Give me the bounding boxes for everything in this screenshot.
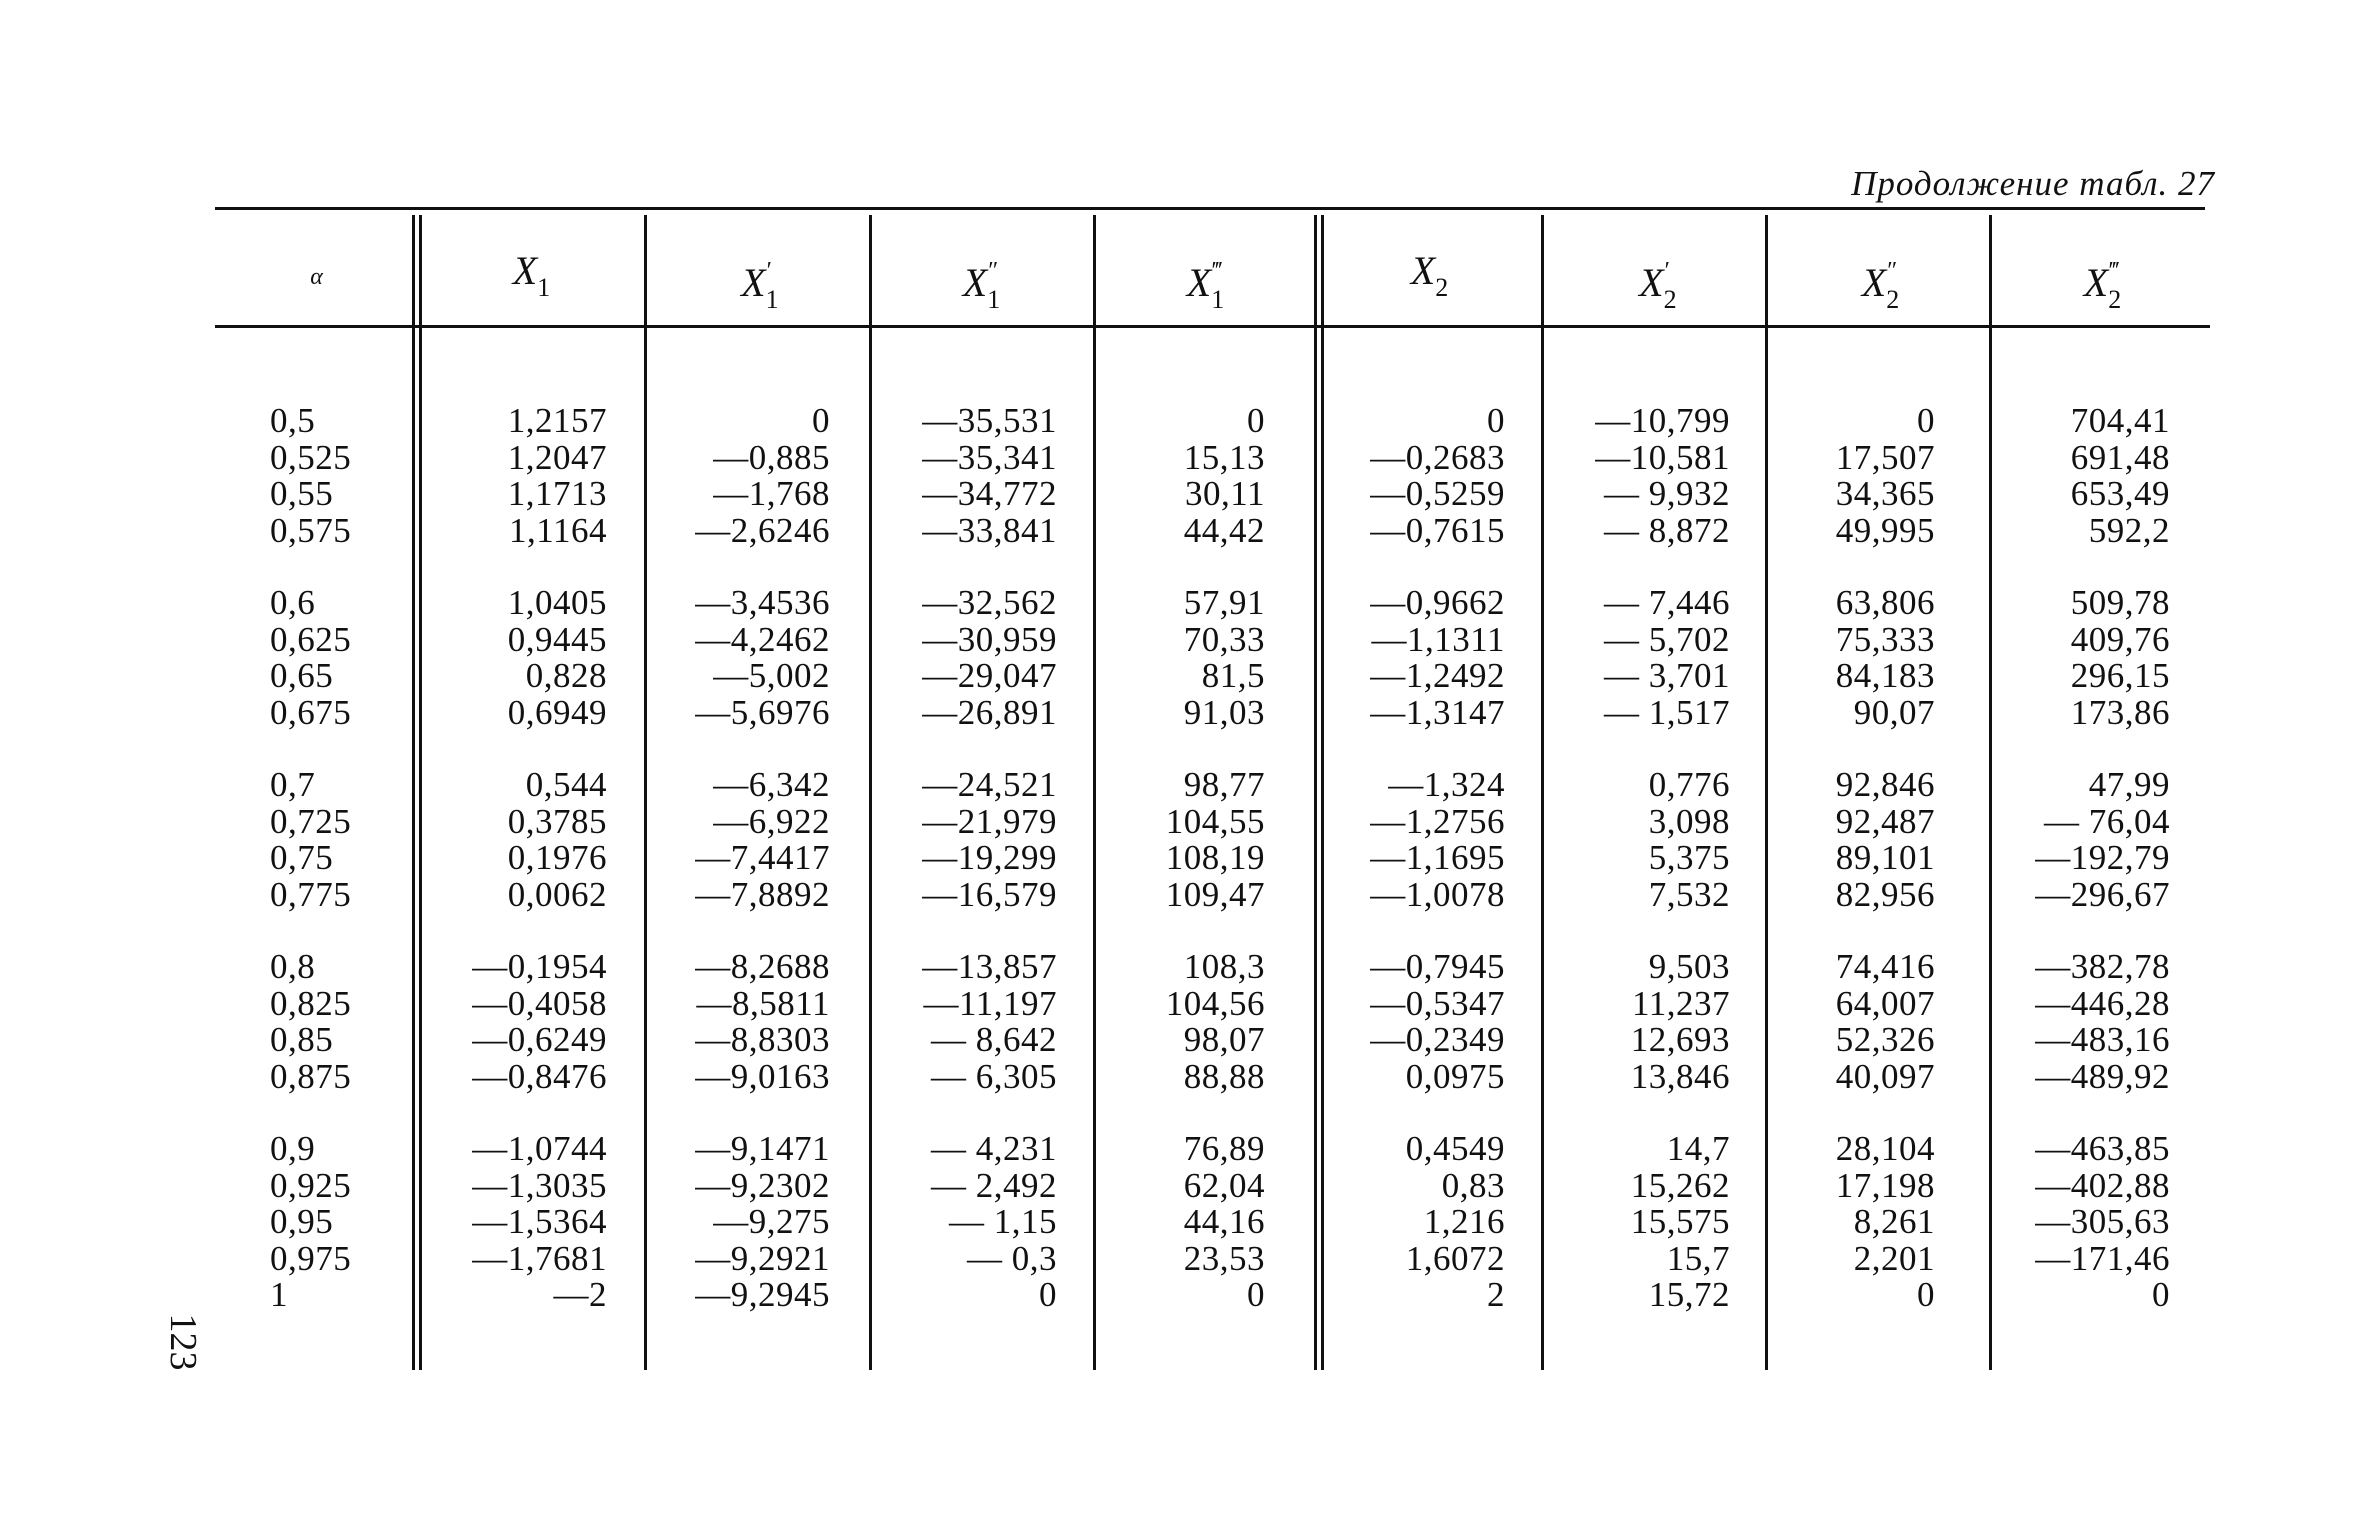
table-cell: —1,3035 [472,1165,607,1205]
column-header-prime: ′ [766,258,772,284]
alpha-cell: 0,7 [270,765,316,804]
alpha-cell: 0,95 [270,1202,334,1241]
table-cell: —6,922 [713,801,830,841]
alpha-cell: 0,6 [270,583,316,622]
table-cell: —1,2756 [1370,801,1505,841]
table-cell: — 7,446 [1604,583,1730,622]
table-cell: 47,99 [2088,765,2170,804]
table-cell: 0,9445 [507,619,607,659]
table-cell: —0,7615 [1370,510,1505,550]
column-header [215,236,418,306]
table-cell: —8,5811 [696,983,830,1023]
table-cell: 98,77 [1183,765,1265,804]
column-header-symbol: X [1861,260,1887,305]
column-header-subscript: 1 [1211,285,1225,314]
table-cell: —35,531 [922,401,1057,440]
table-cell: —13,857 [922,947,1057,986]
column-header-prime: ′ [1664,258,1670,284]
table-cell: —32,562 [922,583,1057,622]
alpha-cell: 0,9 [270,1129,316,1168]
table-cell: —0,8476 [472,1056,607,1096]
column-header [1543,236,1766,314]
table-cell: —7,8892 [695,874,830,914]
table-cell: 63,806 [1835,583,1935,622]
table-cell: 9,503 [1648,947,1730,986]
page-number: 123 [162,1313,204,1371]
table-cell: — 4,231 [931,1129,1057,1168]
table-cell: 1,1164 [509,510,607,550]
table-cell: —0,1954 [472,947,607,986]
table-cell: 89,101 [1835,838,1935,877]
alpha-cell: 0,725 [270,801,352,841]
table-cell: 17,507 [1835,437,1935,477]
table-cell: —4,2462 [695,619,830,659]
table-cell: —296,67 [2035,874,2170,914]
table-cell: 1,2157 [507,401,607,440]
table-cell: 76,89 [1183,1129,1265,1168]
table-cell: 691,48 [2070,437,2170,477]
table-cell: —30,959 [922,619,1057,659]
table-cell: 0 [1917,401,1935,440]
table-cell: 296,15 [2070,656,2170,695]
table-cell: 653,49 [2070,474,2170,513]
table-cell: — 2,492 [931,1165,1057,1205]
alpha-cell: 0,925 [270,1165,352,1205]
table-cell: —9,2302 [695,1165,830,1205]
table-cell: 34,365 [1835,474,1935,513]
alpha-cell: 0,575 [270,510,352,550]
table-cell: — 1,15 [949,1202,1057,1241]
table-cell: —9,0163 [695,1056,830,1096]
table-cell: 15,13 [1183,437,1265,477]
table-cell: —1,5364 [472,1202,607,1241]
table-cell: 82,956 [1835,874,1935,914]
table-cell: 15,7 [1666,1238,1730,1278]
alpha-cell: 0,975 [270,1238,352,1278]
table-cell: —35,341 [922,437,1057,477]
table-cell: —0,6249 [472,1020,607,1059]
table-cell: 8,261 [1853,1202,1935,1241]
table-cell: 108,19 [1165,838,1265,877]
table-cell: —483,16 [2035,1020,2170,1059]
table-cell: 0,83 [1441,1165,1505,1205]
column-header-symbol: X [741,260,766,305]
table-cell: 704,41 [2070,401,2170,440]
table-cell: — 5,702 [1604,619,1730,659]
alpha-cell: 0,85 [270,1020,334,1059]
table-cell: 0 [1247,1275,1265,1314]
table-cell: 57,91 [1183,583,1265,622]
column-header-prime: ″ [1887,258,1898,284]
table-cell: 98,07 [1183,1020,1265,1059]
table-cell: —24,521 [922,765,1057,804]
table-cell: 7,532 [1648,874,1730,914]
table-cell: 2 [1487,1275,1505,1314]
column-header-prime: ″ [988,258,999,284]
table-cell: — 0,3 [967,1238,1057,1278]
alpha-cell: 1 [270,1275,288,1314]
table-cell: —192,79 [2035,838,2170,877]
table-cell: 15,72 [1648,1275,1730,1314]
table-cell: — 1,517 [1604,692,1730,732]
table-cell: 3,098 [1648,801,1730,841]
table-cell: —2 [553,1275,607,1314]
column-header-symbol: X [1639,260,1664,305]
table-cell: —9,275 [713,1202,830,1241]
table-cell: —305,63 [2035,1202,2170,1241]
column-header [870,236,1091,314]
table-cell: —34,772 [922,474,1057,513]
table-cell: —33,841 [922,510,1057,550]
table-cell: 509,78 [2070,583,2170,622]
table-cell: —3,4536 [695,583,830,622]
table-cell: 64,007 [1835,983,1935,1023]
table-cell: —1,768 [713,474,830,513]
table-cell: 0 [812,401,830,440]
table-cell: —8,2688 [695,947,830,986]
table-cell: 49,995 [1835,510,1935,550]
column-header-prime: ‴ [2109,258,2120,284]
table-cell: —0,5259 [1370,474,1505,513]
alpha-cell: 0,675 [270,692,352,732]
table-cell: 0 [2152,1275,2170,1314]
table-cell: —19,299 [922,838,1057,877]
table-cell: —10,799 [1595,401,1730,440]
column-header [1993,236,2210,314]
table-cell: 23,53 [1183,1238,1265,1278]
table-cell: —0,4058 [472,983,607,1023]
column-header-subscript: 2 [1435,273,1449,302]
table-cell: 1,216 [1423,1202,1505,1241]
column-header [420,236,643,306]
table-cell: 0,6949 [507,692,607,732]
table-cell: —6,342 [713,765,830,804]
table-cell: — 8,642 [931,1020,1057,1059]
column-header-symbol: X [2083,260,2109,305]
table-cell: 70,33 [1183,619,1265,659]
table-cell: —402,88 [2035,1165,2170,1205]
table-cell: 90,07 [1853,692,1935,732]
alpha-cell: 0,8 [270,947,316,986]
alpha-cell: 0,775 [270,874,352,914]
table-cell: 75,333 [1835,619,1935,659]
alpha-cell: 0,625 [270,619,352,659]
table-cell: 81,5 [1201,656,1265,695]
table-cell: —1,7681 [472,1238,607,1278]
column-header [1093,236,1316,314]
column-header-symbol: X [512,248,538,293]
table-cell: —463,85 [2035,1129,2170,1168]
table-cell: 30,11 [1185,474,1265,513]
table-cell: 2,201 [1853,1238,1935,1278]
alpha-cell: 0,525 [270,437,352,477]
table-cell: 1,1713 [507,474,607,513]
table-cell: —0,2349 [1370,1020,1505,1059]
table-cell: 12,693 [1630,1020,1730,1059]
table-cell: — 8,872 [1604,510,1730,550]
column-header [1768,236,1991,314]
table-header-rule [215,325,2210,328]
table-cell: —0,7945 [1370,947,1505,986]
table-cell: 84,183 [1835,656,1935,695]
table-cell: 13,846 [1630,1056,1730,1096]
column-header-symbol: α [310,264,323,290]
table-cell: —1,1311 [1371,619,1505,659]
table-cell: 108,3 [1183,947,1265,986]
table-caption: Продолжение табл. 27 [1851,164,2215,203]
column-header-subscript: 2 [1663,285,1677,314]
table-cell: —9,2945 [695,1275,830,1314]
table-cell: —16,579 [922,874,1057,914]
table-cell: 0,1976 [507,838,607,877]
table-cell: —1,2492 [1370,656,1505,695]
table-cell: —11,197 [923,983,1057,1023]
table-cell: 409,76 [2070,619,2170,659]
table-cell: — 3,701 [1604,656,1730,695]
column-header-symbol: X [962,260,988,305]
table-cell: —9,1471 [695,1129,830,1168]
table-cell: 62,04 [1183,1165,1265,1205]
table-cell: —0,5347 [1370,983,1505,1023]
table-cell: —0,885 [713,437,830,477]
table-cell: 0,0975 [1405,1056,1505,1096]
column-header [1318,236,1541,306]
table-cell: —1,1695 [1370,838,1505,877]
table-cell: 17,198 [1835,1165,1935,1205]
table-cell: —26,891 [922,692,1057,732]
table-cell: 14,7 [1666,1129,1730,1168]
alpha-cell: 0,65 [270,656,334,695]
table-cell: 92,487 [1835,801,1935,841]
table-cell: 0 [1487,401,1505,440]
table-cell: 0,776 [1648,765,1730,804]
table-cell: 109,47 [1165,874,1265,914]
table-cell: — 9,932 [1604,474,1730,513]
table-cell: 104,55 [1165,801,1265,841]
table-cell: —7,4417 [695,838,830,877]
table-cell: 0 [1247,401,1265,440]
alpha-cell: 0,875 [270,1056,352,1096]
table-cell: 44,42 [1183,510,1265,550]
table-cell: 44,16 [1183,1202,1265,1241]
table-cell: —0,9662 [1370,583,1505,622]
table-cell: —21,979 [922,801,1057,841]
table-cell: 88,88 [1183,1056,1265,1096]
table-cell: 40,097 [1835,1056,1935,1096]
table-top-rule [215,207,2205,210]
table-cell: 92,846 [1835,765,1935,804]
table-cell: 0,0062 [507,874,607,914]
table-cell: — 76,04 [2044,801,2170,841]
column-header-subscript: 1 [987,285,1001,314]
table-cell: —1,0744 [472,1129,607,1168]
table-cell: 28,104 [1835,1129,1935,1168]
column-header-symbol: X [1410,248,1436,293]
column-header-prime: ‴ [1212,258,1223,284]
alpha-cell: 0,5 [270,401,316,440]
table-cell: 0,3785 [507,801,607,841]
column-header-symbol: X [1186,260,1212,305]
column-header-subscript: 1 [765,285,779,314]
table-cell: 74,416 [1835,947,1935,986]
alpha-cell: 0,55 [270,474,334,513]
table-cell: —5,6976 [695,692,830,732]
table-cell: —1,3147 [1370,692,1505,732]
table-cell: 0,544 [525,765,607,804]
table-cell: 0,828 [525,656,607,695]
column-header-subscript: 2 [2108,285,2122,314]
table-cell: —382,78 [2035,947,2170,986]
table-cell: 1,0405 [507,583,607,622]
table-cell: 0 [1039,1275,1057,1314]
table-cell: —446,28 [2035,983,2170,1023]
table-cell: 52,326 [1835,1020,1935,1059]
table-cell: —171,46 [2035,1238,2170,1278]
table-cell: 5,375 [1648,838,1730,877]
table-cell: —10,581 [1595,437,1730,477]
table-cell: —29,047 [922,656,1057,695]
alpha-cell: 0,75 [270,838,334,877]
table-cell: 592,2 [2088,510,2170,550]
table-cell: —2,6246 [695,510,830,550]
table-cell: 15,575 [1630,1202,1730,1241]
table-cell: —9,2921 [695,1238,830,1278]
table-cell: —489,92 [2035,1056,2170,1096]
table-cell: —0,2683 [1370,437,1505,477]
column-header-subscript: 2 [1886,285,1900,314]
column-header [645,236,868,314]
column-header-subscript: 1 [537,273,551,302]
table-cell: 173,86 [2070,692,2170,732]
table-cell: 1,2047 [507,437,607,477]
table-cell: —5,002 [713,656,830,695]
table-cell: 1,6072 [1405,1238,1505,1278]
table-cell: —1,0078 [1370,874,1505,914]
table-cell: —1,324 [1388,765,1505,804]
table-cell: — 6,305 [931,1056,1057,1096]
alpha-cell: 0,825 [270,983,352,1023]
table-cell: 0,4549 [1405,1129,1505,1168]
table-cell: 15,262 [1630,1165,1730,1205]
table-cell: —8,8303 [695,1020,830,1059]
table-cell: 0 [1917,1275,1935,1314]
table-cell: 91,03 [1183,692,1265,732]
table-cell: 104,56 [1165,983,1265,1023]
table-cell: 11,237 [1632,983,1730,1023]
